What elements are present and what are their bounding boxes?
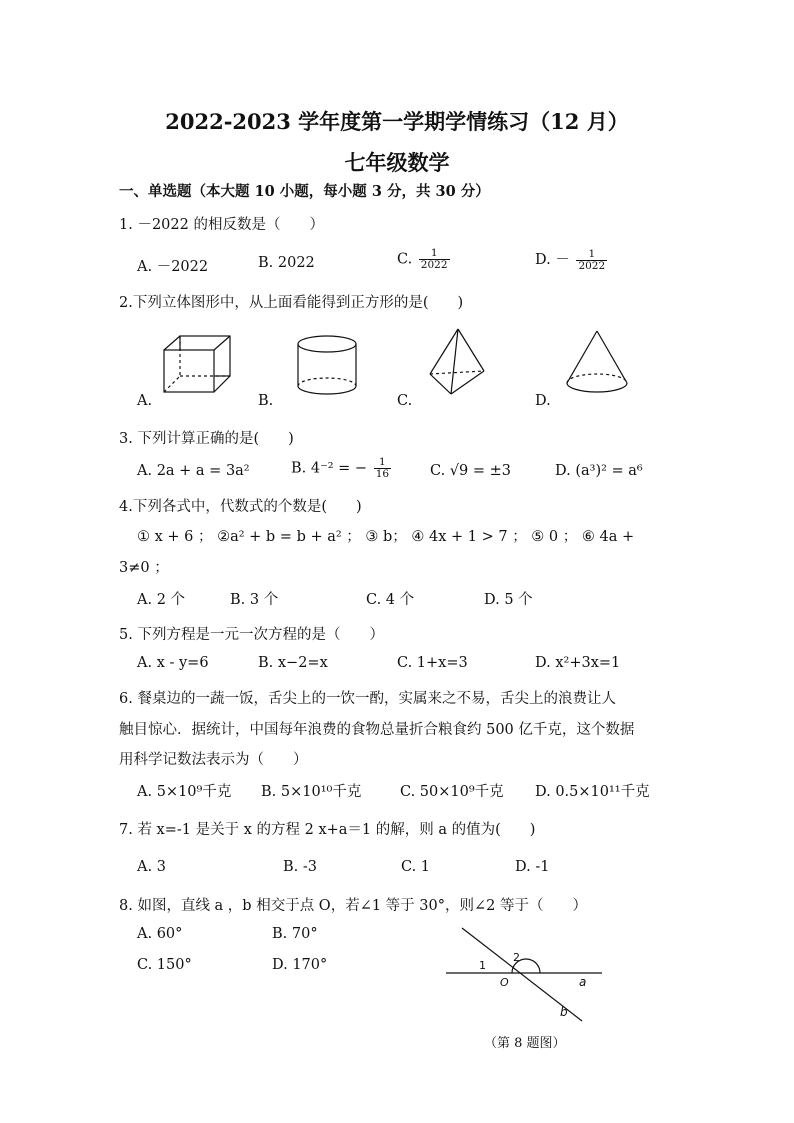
- q3-option-d: D. (a³)² = a⁶: [555, 463, 643, 479]
- q6-stem-line3: 用科学记数法表示为（ ）: [119, 752, 308, 768]
- exam-subtitle: 七年级数学: [344, 150, 450, 175]
- q5-option-a: A. x - y=6: [137, 655, 209, 671]
- cube-figure: [160, 332, 240, 400]
- q1-option-d-fraction: [576, 249, 607, 272]
- q4-expression-line2: 3≠0 ；: [119, 560, 169, 576]
- q4-stem: 4.下列各式中，代数式的个数是( ): [119, 499, 362, 515]
- q7-option-c: C. 1: [401, 859, 431, 875]
- q4-option-c: C. 4 个: [366, 592, 415, 608]
- q5-option-d: D. x²+3x=1: [535, 655, 621, 671]
- q6-option-a: A. 5×10⁹千克: [137, 784, 232, 800]
- q5-option-b: B. x−2=x: [258, 655, 328, 671]
- exam-title: 2022-2023 学年度第一学期学情练习（12 月）: [165, 109, 629, 134]
- q5-stem: 5. 下列方程是一元一次方程的是（ ）: [119, 627, 384, 643]
- q2-option-c: C.: [397, 393, 413, 409]
- q3-stem: 3. 下列计算正确的是( ): [119, 431, 294, 447]
- q1-option-d-label: D. －: [535, 252, 570, 268]
- fraction-denominator: 2022: [578, 259, 606, 272]
- q7-option-a: A. 3: [137, 859, 166, 875]
- q1-option-d: [535, 248, 609, 272]
- q2-option-a: A.: [137, 393, 153, 409]
- pyramid-figure: [425, 326, 489, 398]
- q1-option-c: [397, 248, 452, 271]
- q3-option-b-fraction: [374, 457, 391, 480]
- q5-option-c: C. 1+x=3: [397, 655, 468, 671]
- q7-stem: 7. 若 x=-1 是关于 x 的方程 2 x+a＝1 的解，则 a 的值为( ): [119, 822, 536, 838]
- cone-figure: [562, 328, 632, 398]
- q4-option-d: D. 5 个: [484, 592, 533, 608]
- figure-caption: （第 8 题图）: [484, 1036, 566, 1051]
- q3-option-b-label: B. 4⁻² = −: [291, 460, 368, 477]
- angle-2-label: 2: [513, 951, 520, 964]
- fraction-denominator: 2022: [420, 259, 448, 271]
- q8-stem: 8. 如图，直线 a ，b 相交于点 O，若∠1 等于 30°，则∠2 等于（ ）: [119, 898, 587, 914]
- q8-option-b: B. 70°: [272, 926, 318, 942]
- q3-option-c: C. √9 = ±3: [430, 463, 512, 479]
- q2-option-b: B.: [258, 393, 274, 409]
- line-b-label: b: [560, 1005, 568, 1019]
- intersecting-lines-figure: [440, 924, 610, 1024]
- fraction-numerator: 1: [379, 456, 386, 468]
- section-title: 一、单选题（本大题 10 小题，每小题 3 分，共 30 分）: [119, 183, 490, 200]
- fraction-numerator: 1: [588, 247, 596, 260]
- q4-option-a: A. 2 个: [137, 592, 186, 608]
- q8-option-a: A. 60°: [137, 926, 183, 942]
- q6-option-b: B. 5×10¹⁰千克: [261, 784, 362, 800]
- q3-option-b: [291, 457, 393, 480]
- q1-option-c-fraction: [419, 248, 450, 271]
- q1-stem: 1. －2022 的相反数是（ ）: [119, 217, 324, 233]
- cylinder-figure: [294, 334, 360, 400]
- q8-option-c: C. 150°: [137, 957, 192, 973]
- q4-expression-line1: ① x + 6 ； ②a² + b = b + a² ； ③ b； ④ 4x + 1 > 7 ； ⑤ 0 ； ⑥ 4a +: [137, 529, 635, 545]
- q2-option-d: D.: [535, 393, 551, 409]
- q7-option-d: D. -1: [515, 859, 550, 875]
- q3-option-a: A. 2a + a = 3a²: [137, 463, 250, 479]
- fraction-denominator: 16: [375, 468, 390, 480]
- angle-1-label: 1: [479, 959, 486, 972]
- q1-option-a: A. －2022: [137, 259, 209, 275]
- q6-stem-line1: 6. 餐桌边的一蔬一饭，舌尖上的一饮一酌，实属来之不易，舌尖上的浪费让人: [119, 691, 616, 707]
- q7-option-b: B. -3: [283, 859, 317, 875]
- q4-option-b: B. 3 个: [230, 592, 279, 608]
- q6-option-d: D. 0.5×10¹¹千克: [535, 784, 650, 800]
- q2-stem: 2.下列立体图形中，从上面看能得到正方形的是( ): [119, 295, 464, 311]
- q6-stem-line2: 触目惊心．据统计，中国每年浪费的食物总量折合粮食约 500 亿千克，这个数据: [119, 722, 635, 738]
- line-a-label: a: [579, 975, 587, 989]
- q1-option-b: B. 2022: [258, 255, 315, 271]
- fraction-numerator: 1: [430, 247, 438, 259]
- q1-option-c-label: C.: [397, 251, 413, 268]
- q6-option-c: C. 50×10⁹千克: [400, 784, 504, 800]
- point-o-label: O: [500, 976, 509, 989]
- q8-option-d: D. 170°: [272, 957, 328, 973]
